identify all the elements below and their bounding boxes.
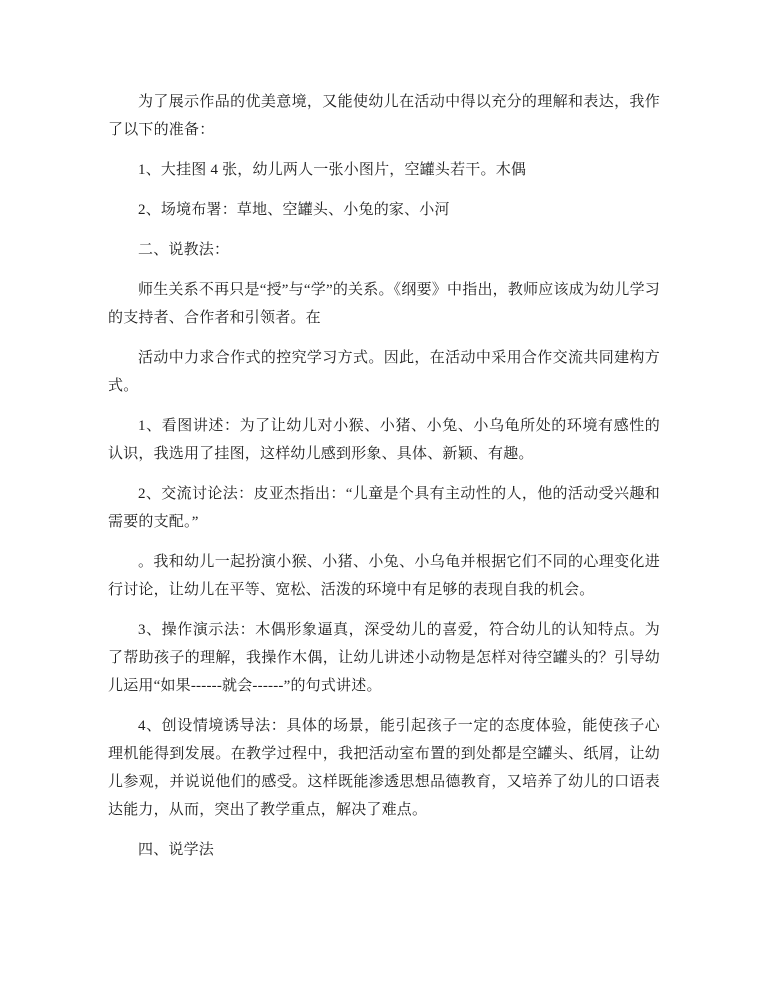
paragraph: 2、交流讨论法：皮亚杰指出：“儿童是个具有主动性的人，他的活动受兴趣和需要的支配。” — [108, 486, 660, 530]
paragraph: 活动中力求合作式的控究学习方式。因此，在活动中采用合作交流共同建构方式。 — [108, 350, 660, 394]
paragraph: 2、场境布署：草地、空罐头、小兔的家、小河 — [138, 202, 450, 218]
document-body — [108, 88, 660, 864]
paragraph: 4、创设情境诱导法：具体的场景，能引起孩子一定的态度体验，能使孩子心理机能得到发展。在教学过程中，我把活动室布置的到处都是空罐头、纸屑，让幼儿参观，并说说他们的感受。这样既能渗透思想品德教育，又培养了幼儿的口语表达能力，从而，突出了教学重点，解决了难点。 — [108, 718, 660, 818]
paragraph: 师生关系不再只是“授”与“学”的关系。《纲要》中指出，教师应该成为幼儿学习的支持者、合作者和引领者。在 — [108, 282, 660, 326]
paragraph: 1、看图讲述：为了让幼儿对小猴、小猪、小兔、小乌龟所处的环境有感性的认识，我选用了挂图，这样幼儿感到形象、具体、新颖、有趣。 — [108, 418, 660, 462]
paragraph: 。我和幼儿一起扮演小猴、小猪、小兔、小乌龟并根据它们不同的心理变化进行讨论，让幼儿在平等、宽松、活泼的环境中有足够的表现自我的机会。 — [108, 554, 660, 598]
paragraph: 为了展示作品的优美意境，又能使幼儿在活动中得以充分的理解和表达，我作了以下的准备： — [108, 94, 660, 138]
paragraph: 1、大挂图 4 张，幼儿两人一张小图片，空罐头若干。木偶 — [138, 162, 527, 178]
paragraph: 二、说教法： — [138, 242, 230, 258]
paragraph: 四、说学法 — [138, 842, 215, 858]
paragraph: 3、操作演示法：木偶形象逼真，深受幼儿的喜爱，符合幼儿的认知特点。为了帮助孩子的理解，我操作木偶，让幼儿讲述小动物是怎样对待空罐头的？引导幼儿运用“如果------就会------”的句式讲述。 — [108, 622, 660, 694]
